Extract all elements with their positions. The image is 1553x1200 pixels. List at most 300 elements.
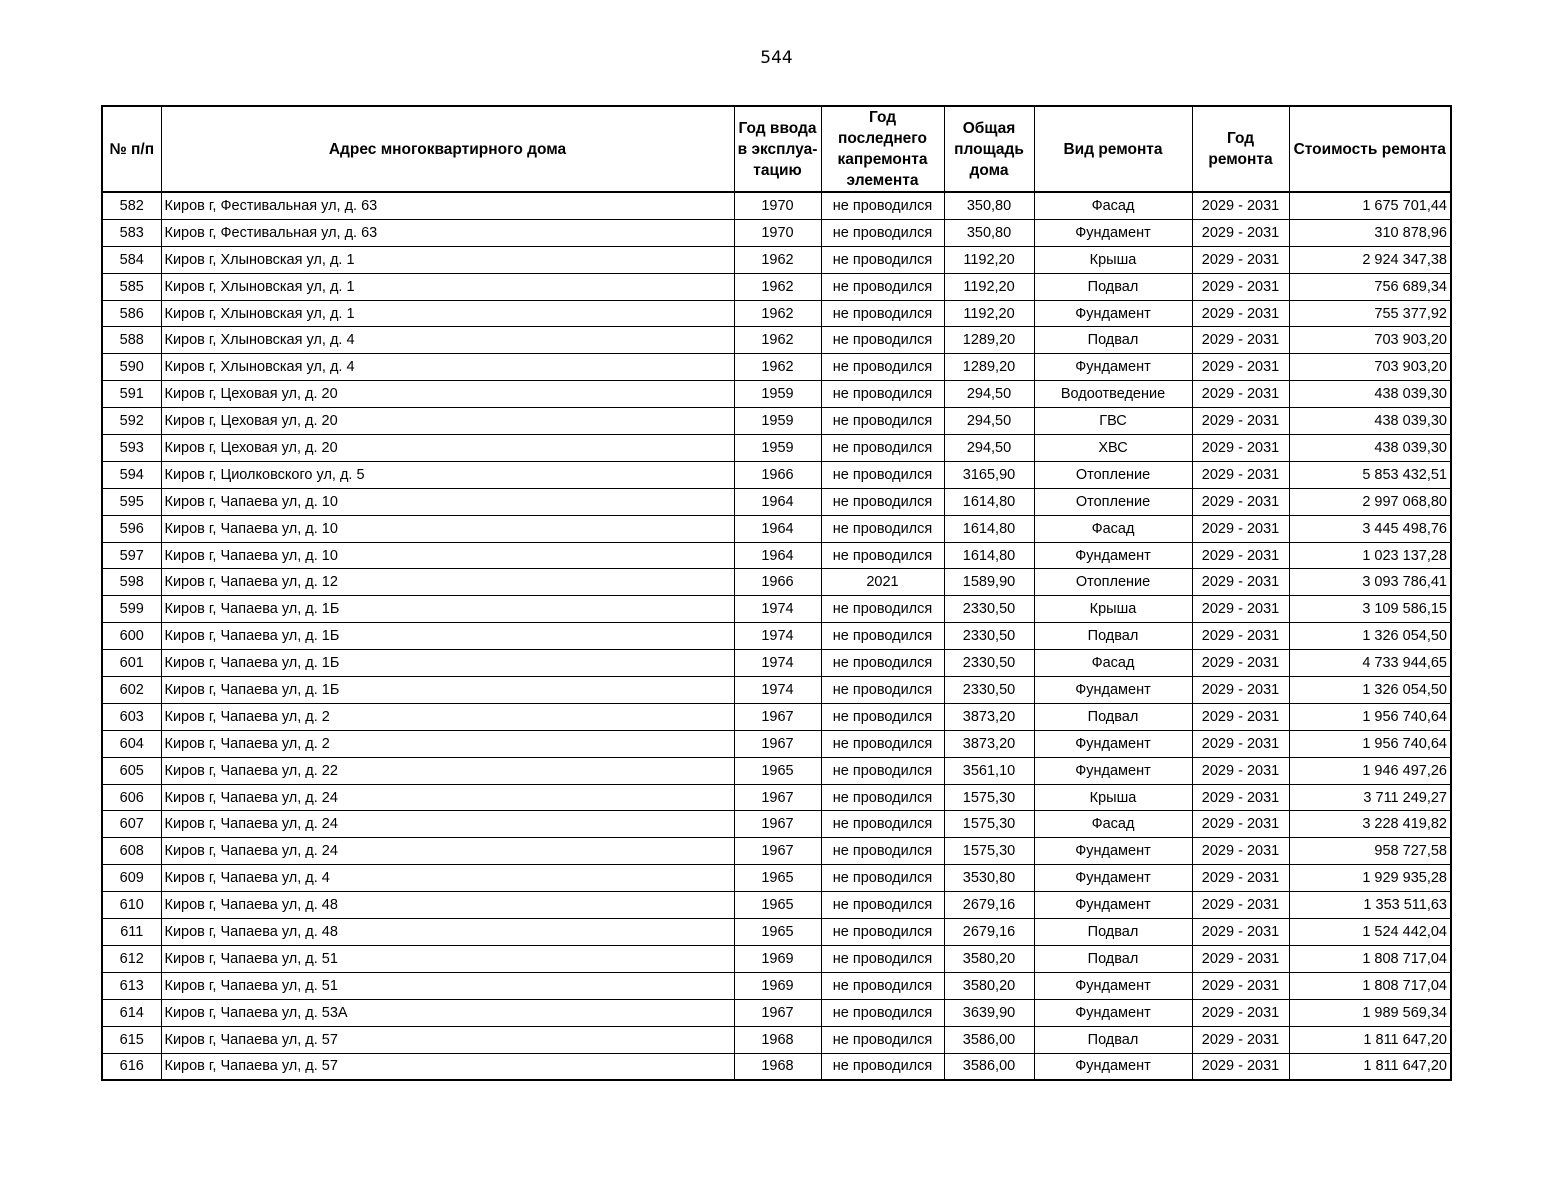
cell-year-built: 1967 [734,784,821,811]
cell-repair-type: Фундамент [1034,300,1192,327]
cell-last-repair: не проводился [821,892,944,919]
cell-repair-type: Фундамент [1034,219,1192,246]
cell-repair-period: 2029 - 2031 [1192,838,1289,865]
cell-repair-period: 2029 - 2031 [1192,354,1289,381]
table-row [102,327,1451,354]
cell-area: 3639,90 [944,999,1034,1026]
cell-year-built: 1974 [734,596,821,623]
cell-year-built: 1965 [734,919,821,946]
cell-address: Киров г, Чапаева ул, д. 2 [161,730,734,757]
cell-address: Киров г, Чапаева ул, д. 2 [161,703,734,730]
cell-repair-type: Крыша [1034,246,1192,273]
cell-last-repair: не проводился [821,703,944,730]
cell-last-repair: не проводился [821,273,944,300]
table-row [102,757,1451,784]
cell-year-built: 1967 [734,838,821,865]
cell-address: Киров г, Чапаева ул, д. 48 [161,919,734,946]
table-row [102,919,1451,946]
cell-last-repair: не проводился [821,623,944,650]
cell-year-built: 1969 [734,972,821,999]
cell-repair-type: Фасад [1034,650,1192,677]
cell-repair-period: 2029 - 2031 [1192,435,1289,462]
cell-year-built: 1962 [734,300,821,327]
cell-repair-type: Фундамент [1034,972,1192,999]
cell-repair-period: 2029 - 2031 [1192,1026,1289,1053]
cell-year-built: 1964 [734,488,821,515]
cell-year-built: 1962 [734,246,821,273]
cell-num: 585 [102,273,161,300]
cell-last-repair: не проводился [821,354,944,381]
cell-cost: 3 228 419,82 [1289,811,1451,838]
cell-address: Киров г, Хлыновская ул, д. 1 [161,246,734,273]
cell-area: 2330,50 [944,596,1034,623]
table-row [102,488,1451,515]
cell-last-repair: не проводился [821,1053,944,1080]
cell-area: 1614,80 [944,488,1034,515]
cell-address: Киров г, Чапаева ул, д. 24 [161,811,734,838]
table-row [102,784,1451,811]
cell-num: 612 [102,945,161,972]
cell-area: 1575,30 [944,838,1034,865]
cell-last-repair: не проводился [821,488,944,515]
cell-last-repair: не проводился [821,999,944,1026]
cell-address: Киров г, Чапаева ул, д. 10 [161,542,734,569]
cell-num: 586 [102,300,161,327]
cell-area: 3580,20 [944,945,1034,972]
cell-address: Киров г, Чапаева ул, д. 51 [161,972,734,999]
cell-repair-period: 2029 - 2031 [1192,730,1289,757]
cell-repair-period: 2029 - 2031 [1192,945,1289,972]
cell-year-built: 1970 [734,192,821,219]
cell-num: 595 [102,488,161,515]
cell-cost: 3 711 249,27 [1289,784,1451,811]
cell-repair-type: Подвал [1034,703,1192,730]
table-row [102,972,1451,999]
cell-cost: 310 878,96 [1289,219,1451,246]
cell-address: Киров г, Чапаева ул, д. 57 [161,1026,734,1053]
cell-area: 2679,16 [944,919,1034,946]
table-row [102,623,1451,650]
table-row [102,354,1451,381]
cell-last-repair: не проводился [821,219,944,246]
table-row [102,650,1451,677]
cell-year-built: 1959 [734,435,821,462]
cell-repair-period: 2029 - 2031 [1192,246,1289,273]
cell-repair-type: Подвал [1034,945,1192,972]
cell-repair-type: Отопление [1034,488,1192,515]
cell-address: Киров г, Чапаева ул, д. 22 [161,757,734,784]
table-row [102,677,1451,704]
cell-area: 3586,00 [944,1026,1034,1053]
cell-address: Киров г, Хлыновская ул, д. 4 [161,327,734,354]
cell-repair-type: ГВС [1034,408,1192,435]
cell-address: Киров г, Чапаева ул, д. 12 [161,569,734,596]
cell-repair-period: 2029 - 2031 [1192,488,1289,515]
header-year-built: Год ввода в эксплуа-тацию [734,106,821,192]
cell-cost: 438 039,30 [1289,435,1451,462]
cell-cost: 1 811 647,20 [1289,1026,1451,1053]
cell-last-repair: не проводился [821,730,944,757]
cell-num: 603 [102,703,161,730]
cell-last-repair: не проводился [821,650,944,677]
cell-repair-period: 2029 - 2031 [1192,300,1289,327]
header-area: Общая площадь дома [944,106,1034,192]
cell-last-repair: не проводился [821,1026,944,1053]
cell-repair-period: 2029 - 2031 [1192,381,1289,408]
cell-cost: 3 109 586,15 [1289,596,1451,623]
header-repair-type: Вид ремонта [1034,106,1192,192]
cell-num: 582 [102,192,161,219]
cell-address: Киров г, Хлыновская ул, д. 1 [161,300,734,327]
cell-repair-period: 2029 - 2031 [1192,811,1289,838]
cell-year-built: 1965 [734,865,821,892]
table-row [102,192,1451,219]
cell-year-built: 1965 [734,892,821,919]
cell-year-built: 1959 [734,408,821,435]
cell-cost: 1 956 740,64 [1289,730,1451,757]
cell-area: 3561,10 [944,757,1034,784]
cell-num: 596 [102,515,161,542]
cell-address: Киров г, Чапаева ул, д. 51 [161,945,734,972]
table-row [102,515,1451,542]
cell-repair-period: 2029 - 2031 [1192,999,1289,1026]
cell-num: 593 [102,435,161,462]
table-row [102,730,1451,757]
cell-cost: 1 808 717,04 [1289,972,1451,999]
header-repair-period: Год ремонта [1192,106,1289,192]
cell-num: 605 [102,757,161,784]
cell-num: 600 [102,623,161,650]
cell-repair-period: 2029 - 2031 [1192,542,1289,569]
cell-num: 588 [102,327,161,354]
cell-cost: 1 353 511,63 [1289,892,1451,919]
table-row [102,865,1451,892]
cell-last-repair: не проводился [821,838,944,865]
cell-address: Киров г, Чапаева ул, д. 57 [161,1053,734,1080]
cell-repair-period: 2029 - 2031 [1192,408,1289,435]
cell-area: 294,50 [944,381,1034,408]
cell-last-repair: не проводился [821,192,944,219]
cell-address: Киров г, Цеховая ул, д. 20 [161,408,734,435]
cell-repair-type: Фундамент [1034,757,1192,784]
cell-area: 3530,80 [944,865,1034,892]
cell-repair-type: ХВС [1034,435,1192,462]
cell-last-repair: не проводился [821,945,944,972]
header-num: № п/п [102,106,161,192]
cell-area: 3580,20 [944,972,1034,999]
cell-num: 604 [102,730,161,757]
cell-repair-type: Фундамент [1034,838,1192,865]
cell-year-built: 1974 [734,677,821,704]
cell-address: Киров г, Чапаева ул, д. 1Б [161,596,734,623]
cell-area: 350,80 [944,219,1034,246]
cell-year-built: 1967 [734,703,821,730]
cell-num: 591 [102,381,161,408]
cell-year-built: 1962 [734,354,821,381]
cell-last-repair: не проводился [821,435,944,462]
cell-num: 598 [102,569,161,596]
cell-year-built: 1959 [734,381,821,408]
cell-last-repair: не проводился [821,542,944,569]
table-row [102,999,1451,1026]
cell-last-repair: не проводился [821,865,944,892]
cell-address: Киров г, Циолковского ул, д. 5 [161,461,734,488]
header-cost: Стоимость ремонта [1289,106,1451,192]
cell-repair-type: Подвал [1034,1026,1192,1053]
cell-repair-period: 2029 - 2031 [1192,919,1289,946]
cell-cost: 755 377,92 [1289,300,1451,327]
cell-num: 610 [102,892,161,919]
cell-num: 584 [102,246,161,273]
cell-last-repair: не проводился [821,677,944,704]
cell-area: 3165,90 [944,461,1034,488]
cell-num: 607 [102,811,161,838]
table-row [102,838,1451,865]
cell-repair-period: 2029 - 2031 [1192,569,1289,596]
cell-num: 594 [102,461,161,488]
cell-area: 1614,80 [944,542,1034,569]
cell-address: Киров г, Чапаева ул, д. 53А [161,999,734,1026]
cell-year-built: 1967 [734,730,821,757]
cell-last-repair: не проводился [821,784,944,811]
cell-repair-type: Фундамент [1034,542,1192,569]
cell-repair-type: Подвал [1034,273,1192,300]
table-row [102,811,1451,838]
cell-area: 1192,20 [944,246,1034,273]
cell-num: 613 [102,972,161,999]
table-body [102,192,1451,1080]
cell-year-built: 1962 [734,273,821,300]
table-row [102,300,1451,327]
cell-num: 601 [102,650,161,677]
table-row [102,219,1451,246]
cell-address: Киров г, Фестивальная ул, д. 63 [161,192,734,219]
cell-repair-period: 2029 - 2031 [1192,757,1289,784]
cell-repair-period: 2029 - 2031 [1192,327,1289,354]
table-row [102,542,1451,569]
cell-repair-type: Фасад [1034,515,1192,542]
cell-last-repair: не проводился [821,972,944,999]
cell-cost: 1 956 740,64 [1289,703,1451,730]
table-row [102,408,1451,435]
cell-repair-period: 2029 - 2031 [1192,219,1289,246]
cell-num: 611 [102,919,161,946]
cell-area: 3586,00 [944,1053,1034,1080]
cell-repair-type: Фундамент [1034,354,1192,381]
cell-year-built: 1966 [734,569,821,596]
cell-repair-period: 2029 - 2031 [1192,461,1289,488]
cell-area: 1289,20 [944,327,1034,354]
cell-num: 609 [102,865,161,892]
cell-num: 606 [102,784,161,811]
cell-cost: 1 946 497,26 [1289,757,1451,784]
cell-year-built: 1969 [734,945,821,972]
cell-address: Киров г, Чапаева ул, д. 4 [161,865,734,892]
table-row [102,1026,1451,1053]
cell-last-repair: 2021 [821,569,944,596]
cell-last-repair: не проводился [821,246,944,273]
cell-area: 2679,16 [944,892,1034,919]
cell-cost: 4 733 944,65 [1289,650,1451,677]
cell-cost: 703 903,20 [1289,327,1451,354]
cell-cost: 1 989 569,34 [1289,999,1451,1026]
cell-year-built: 1974 [734,650,821,677]
cell-cost: 1 675 701,44 [1289,192,1451,219]
cell-repair-type: Фундамент [1034,1053,1192,1080]
table-row [102,1053,1451,1080]
cell-cost: 438 039,30 [1289,381,1451,408]
cell-area: 3873,20 [944,730,1034,757]
cell-num: 608 [102,838,161,865]
repair-schedule-table [101,105,1452,1081]
cell-repair-type: Фасад [1034,811,1192,838]
table-row [102,273,1451,300]
cell-area: 1192,20 [944,300,1034,327]
cell-address: Киров г, Цеховая ул, д. 20 [161,435,734,462]
cell-cost: 1 023 137,28 [1289,542,1451,569]
cell-repair-period: 2029 - 2031 [1192,596,1289,623]
cell-cost: 2 997 068,80 [1289,488,1451,515]
cell-year-built: 1967 [734,999,821,1026]
cell-repair-type: Фундамент [1034,999,1192,1026]
cell-repair-type: Подвал [1034,327,1192,354]
cell-repair-type: Фундамент [1034,865,1192,892]
cell-last-repair: не проводился [821,811,944,838]
cell-last-repair: не проводился [821,596,944,623]
cell-num: 583 [102,219,161,246]
cell-cost: 958 727,58 [1289,838,1451,865]
cell-repair-type: Отопление [1034,461,1192,488]
cell-year-built: 1965 [734,757,821,784]
cell-address: Киров г, Цеховая ул, д. 20 [161,381,734,408]
cell-area: 1575,30 [944,811,1034,838]
cell-year-built: 1964 [734,515,821,542]
header-row [102,106,1451,192]
cell-last-repair: не проводился [821,461,944,488]
cell-address: Киров г, Чапаева ул, д. 1Б [161,623,734,650]
table-row [102,461,1451,488]
cell-last-repair: не проводился [821,515,944,542]
cell-repair-period: 2029 - 2031 [1192,703,1289,730]
cell-repair-period: 2029 - 2031 [1192,677,1289,704]
cell-year-built: 1968 [734,1053,821,1080]
header-last-repair: Год последнего капремонта элемента [821,106,944,192]
cell-repair-period: 2029 - 2031 [1192,623,1289,650]
cell-year-built: 1968 [734,1026,821,1053]
cell-num: 599 [102,596,161,623]
cell-repair-period: 2029 - 2031 [1192,515,1289,542]
cell-num: 592 [102,408,161,435]
cell-repair-period: 2029 - 2031 [1192,865,1289,892]
cell-address: Киров г, Фестивальная ул, д. 63 [161,219,734,246]
table-row [102,703,1451,730]
cell-cost: 756 689,34 [1289,273,1451,300]
cell-area: 1192,20 [944,273,1034,300]
cell-repair-type: Водоотведение [1034,381,1192,408]
cell-year-built: 1970 [734,219,821,246]
cell-address: Киров г, Чапаева ул, д. 24 [161,838,734,865]
cell-year-built: 1967 [734,811,821,838]
header-address: Адрес многоквартирного дома [161,106,734,192]
cell-cost: 438 039,30 [1289,408,1451,435]
table-row [102,596,1451,623]
cell-address: Киров г, Чапаева ул, д. 1Б [161,650,734,677]
cell-cost: 1 808 717,04 [1289,945,1451,972]
cell-cost: 3 445 498,76 [1289,515,1451,542]
cell-cost: 3 093 786,41 [1289,569,1451,596]
cell-num: 616 [102,1053,161,1080]
cell-last-repair: не проводился [821,919,944,946]
table-row [102,892,1451,919]
cell-cost: 5 853 432,51 [1289,461,1451,488]
cell-address: Киров г, Чапаева ул, д. 48 [161,892,734,919]
cell-repair-type: Крыша [1034,784,1192,811]
cell-repair-type: Подвал [1034,623,1192,650]
cell-num: 590 [102,354,161,381]
cell-address: Киров г, Чапаева ул, д. 24 [161,784,734,811]
table-row [102,945,1451,972]
table-row [102,246,1451,273]
cell-cost: 703 903,20 [1289,354,1451,381]
cell-repair-period: 2029 - 2031 [1192,784,1289,811]
cell-repair-type: Фундамент [1034,892,1192,919]
cell-address: Киров г, Чапаева ул, д. 10 [161,488,734,515]
cell-area: 3873,20 [944,703,1034,730]
cell-area: 294,50 [944,435,1034,462]
cell-cost: 1 524 442,04 [1289,919,1451,946]
cell-year-built: 1964 [734,542,821,569]
cell-address: Киров г, Чапаева ул, д. 1Б [161,677,734,704]
cell-repair-period: 2029 - 2031 [1192,892,1289,919]
cell-year-built: 1962 [734,327,821,354]
cell-address: Киров г, Хлыновская ул, д. 4 [161,354,734,381]
cell-cost: 1 811 647,20 [1289,1053,1451,1080]
cell-num: 615 [102,1026,161,1053]
cell-year-built: 1966 [734,461,821,488]
cell-repair-period: 2029 - 2031 [1192,972,1289,999]
cell-area: 2330,50 [944,623,1034,650]
cell-repair-period: 2029 - 2031 [1192,192,1289,219]
cell-repair-period: 2029 - 2031 [1192,1053,1289,1080]
cell-last-repair: не проводился [821,381,944,408]
cell-last-repair: не проводился [821,757,944,784]
cell-repair-type: Подвал [1034,919,1192,946]
cell-repair-type: Фундамент [1034,677,1192,704]
page-number: 544 [760,48,793,68]
table-header [102,106,1451,192]
cell-repair-period: 2029 - 2031 [1192,273,1289,300]
cell-repair-type: Отопление [1034,569,1192,596]
cell-last-repair: не проводился [821,300,944,327]
table-row [102,569,1451,596]
cell-area: 1289,20 [944,354,1034,381]
cell-num: 597 [102,542,161,569]
cell-area: 1589,90 [944,569,1034,596]
cell-area: 1575,30 [944,784,1034,811]
cell-repair-period: 2029 - 2031 [1192,650,1289,677]
cell-repair-type: Крыша [1034,596,1192,623]
cell-area: 1614,80 [944,515,1034,542]
cell-address: Киров г, Хлыновская ул, д. 1 [161,273,734,300]
cell-area: 294,50 [944,408,1034,435]
table-row [102,381,1451,408]
cell-area: 2330,50 [944,650,1034,677]
cell-repair-type: Фундамент [1034,730,1192,757]
cell-last-repair: не проводился [821,327,944,354]
cell-year-built: 1974 [734,623,821,650]
cell-cost: 2 924 347,38 [1289,246,1451,273]
cell-area: 350,80 [944,192,1034,219]
